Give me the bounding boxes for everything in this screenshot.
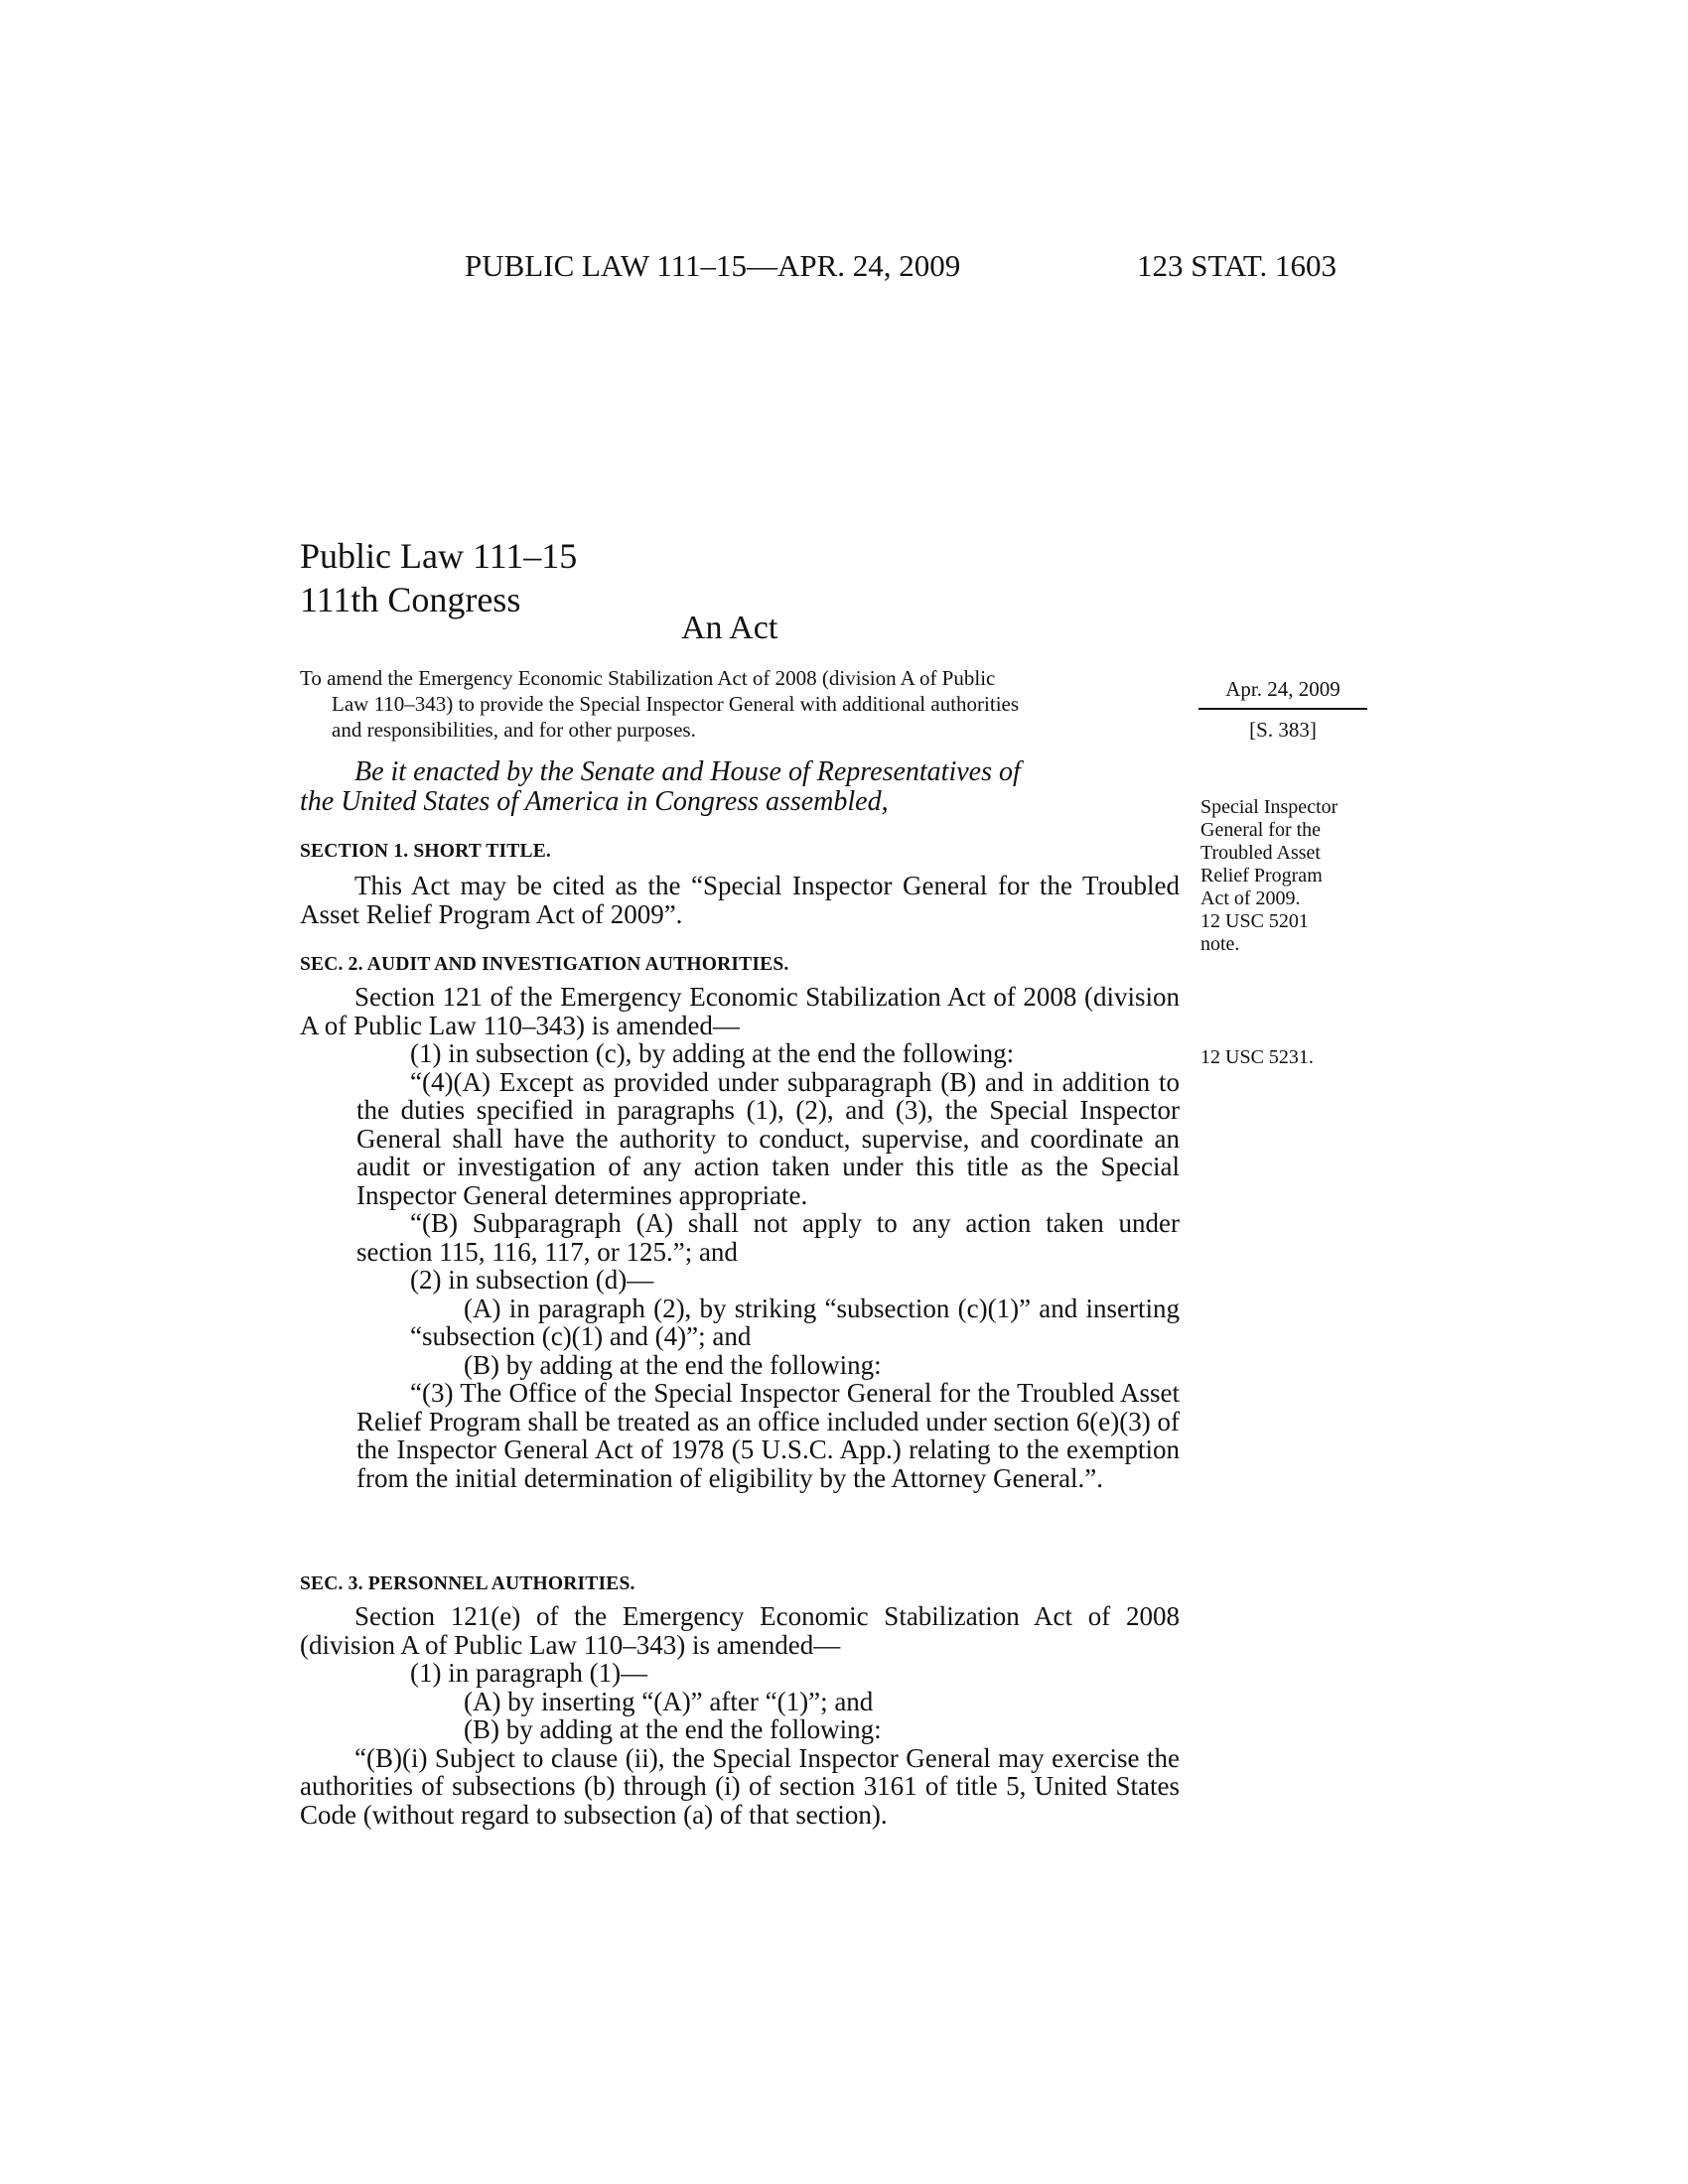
margin-note-line: 12 USC 5201 [1200, 910, 1309, 932]
margin-note-line: Special Inspector [1200, 796, 1338, 818]
congress-number: 111th Congress [300, 580, 521, 619]
section-1-paragraph: This Act may be cited as the “Special Inspector General for the Troubled Asset Relief Program Act of 2009”. [300, 871, 1180, 929]
section-2-intro: Section 121 of the Emergency Economic Stabilization Act of 2008 (division A of Public Law 110–343) is amended— [300, 982, 1180, 1040]
section-3-item-1a: (A) by inserting “(A)” after “(1)”; and [464, 1686, 874, 1716]
margin-note-line: Troubled Asset [1200, 842, 1321, 864]
enactment-date: Apr. 24, 2009 [1225, 677, 1340, 701]
bill-number: [S. 383] [1249, 718, 1317, 742]
section-2-quoted-b: “(B) Subparagraph (A) shall not apply to any action taken under section 115, 116, 117, or 125.”; and [356, 1208, 1180, 1267]
margin-note-line: Relief Program [1200, 865, 1323, 887]
long-title [300, 665, 1184, 743]
public-law-heading [300, 534, 577, 621]
running-header-stat-page: 123 STAT. 1603 [1137, 248, 1337, 283]
enacting-clause [300, 757, 1180, 817]
margin-note-line: Act of 2009. [1200, 887, 1301, 909]
section-1-heading: SECTION 1. SHORT TITLE. [300, 841, 551, 862]
margin-note-line: General for the [1200, 819, 1322, 841]
section-2-text [300, 983, 1180, 1492]
running-header-citation: PUBLIC LAW 111–15—APR. 24, 2009 [465, 248, 961, 283]
an-act-heading: An Act [681, 610, 778, 646]
long-title-line-1: To amend the Emergency Economic Stabilization Act of 2008 (division A of Public [300, 666, 996, 690]
date-divider [1198, 708, 1367, 710]
section-3-intro: Section 121(e) of the Emergency Economic Stabilization Act of 2008 (division A of Public Law 110–343) is amended— [300, 1601, 1180, 1660]
section-3-item-1b: (B) by adding at the end the following: [464, 1714, 882, 1744]
section-2-item-2b: (B) by adding at the end the following: [464, 1349, 882, 1380]
section-2-quoted-3: “(3) The Office of the Special Inspector General for the Troubled Asset Relief Program shall be treated as an office included under section 6(e)(3) of the Inspector General Act of 1978 (5 U.S.C. App.) relating to the exemption from the initial determination of eligibility by the Attorney General.”. [356, 1378, 1180, 1493]
margin-note-short-title [1200, 796, 1337, 956]
long-title-line-3: and responsibilities, and for other purposes. [332, 718, 696, 742]
section-3-quoted-bi: “(B)(i) Subject to clause (ii), the Special Inspector General may exercise the authorities of subsections (b) through (i) of section 3161 of title 5, United States Code (without regard to subsection (a) of that section). [300, 1742, 1180, 1830]
margin-note-usc: 12 USC 5231. [1200, 1046, 1314, 1068]
section-2-item-1: (1) in subsection (c), by adding at the end the following: [410, 1038, 1015, 1068]
long-title-line-2: Law 110–343) to provide the Special Inspector General with additional authorities [332, 692, 1020, 716]
section-2-heading: SEC. 2. AUDIT AND INVESTIGATION AUTHORITIES. [300, 954, 789, 975]
section-3-text [300, 1602, 1180, 1829]
section-2-item-2a: (A) in paragraph (2), by striking “subsection (c)(1)” and inserting “subsection (c)(1) and (4)”; and [410, 1293, 1180, 1351]
section-3-item-1: (1) in paragraph (1)— [410, 1658, 648, 1688]
enactment-date-box [1198, 677, 1367, 743]
enacting-clause-line-2: the United States of America in Congress assembled, [300, 786, 889, 817]
section-1-text [300, 872, 1180, 928]
public-law-number: Public Law 111–15 [300, 536, 578, 576]
margin-note-line: note. [1200, 933, 1240, 955]
section-3-heading: SEC. 3. PERSONNEL AUTHORITIES. [300, 1573, 635, 1594]
enacting-clause-line-1: Be it enacted by the Senate and House of Representatives of [354, 756, 1021, 787]
section-2-item-2: (2) in subsection (d)— [410, 1265, 654, 1295]
section-2-quoted-4a: “(4)(A) Except as provided under subparagraph (B) and in addition to the duties specified in paragraphs (1), (2), and (3), the Special Inspector General shall have the authority to conduct, supervise, and coordinate an audit or investigation of any action taken under this title as the Special Inspector General determines appropriate. [356, 1066, 1180, 1210]
